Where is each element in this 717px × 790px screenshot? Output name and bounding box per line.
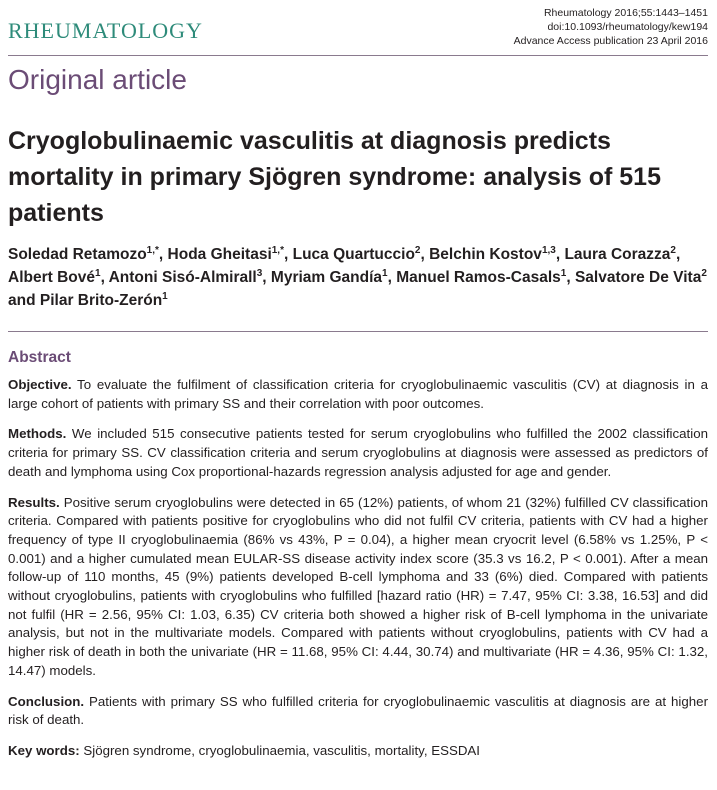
keywords-paragraph xyxy=(8,742,708,761)
author-name: Albert Bové xyxy=(8,269,95,286)
author-affiliation: 1,3 xyxy=(541,244,556,256)
citation-line: Rheumatology 2016;55:1443–1451 xyxy=(543,7,708,19)
objective-text: To evaluate the fulfilment of classification criteria for cryoglobulinaemic vasculitis (CV) at diagnosis in a large cohort of patients with primary SS and their correlation with poor outcomes. xyxy=(8,377,708,411)
results-paragraph xyxy=(8,494,708,681)
author-separator: , xyxy=(387,269,397,286)
author-name: Manuel Ramos-Casals xyxy=(396,269,561,286)
author-affiliation: 2 xyxy=(670,244,676,256)
abstract-body xyxy=(8,376,708,773)
keywords-label: Key words: xyxy=(8,742,80,758)
author-name: Laura Corazza xyxy=(564,246,671,263)
keywords-text: Sjögren syndrome, cryoglobulinaemia, vasculitis, mortality, ESSDAI xyxy=(79,742,480,758)
author-separator: , xyxy=(420,246,430,263)
author-affiliation: 1,* xyxy=(271,244,284,256)
author-name: Hoda Gheitasi xyxy=(167,246,272,263)
author-affiliation: 1 xyxy=(560,267,567,279)
author-affiliation: 2 xyxy=(414,244,421,256)
methods-paragraph xyxy=(8,425,708,481)
objective-label: Objective. xyxy=(8,377,72,392)
author-separator: and xyxy=(8,292,40,309)
author-name: Soledad Retamozo xyxy=(8,246,147,263)
methods-label: Methods. xyxy=(8,426,67,442)
author-affiliation: 1 xyxy=(162,290,168,302)
conclusion-paragraph xyxy=(8,693,708,730)
objective-paragraph xyxy=(8,376,708,413)
article-title: Cryoglobulinaemic vasculitis at diagnosis predicts mortality in primary Sjögren syndrome: analysis of 515 patients xyxy=(8,127,661,227)
author-name: Salvatore De Vita xyxy=(574,269,702,286)
author-separator: , xyxy=(283,246,293,263)
results-text: Positive serum cryoglobulins were detected in 65 (12%) patients, of whom 21 (32%) fulfilled CV classification criteria. Compared with patients positive for cryoglobulins who did not fulfil CV criteria, patients with CV had a higher frequency of type II cryoglobulinaemia (86% vs 43%, P = 0.04), a higher mean cryocrit level (6.58% vs 1.25%, P < 0.001) and a higher cumulated mean EULAR-SS disease activity index score (35.3 vs 16.2, P < 0.001). After a mean follow-up of 110 months, 45 (9%) patients developed B-cell lymphoma and 33 (6%) died. Compared with patients without cryoglobulins, patients with cryoglobulins who fulfilled [hazard ratio (HR) = 7.47, 95% CI: 3.38, 16.53] and did not fulfil (HR = 2.56, 95% CI: 1.03, 6.35) CV criteria both showed a higher risk of B-cell lymphoma in the univariate analysis, but not in the multivariate models. Compared with patients without cryoglobulins, patients with CV had a higher risk of death in both the univariate (HR = 11.68, 95% CI: 4.44, 30.74) and multivariate (HR = 4.36, 95% CI: 1.32, 14.47) models. xyxy=(8,494,708,678)
author-separator: , xyxy=(555,246,565,263)
author-separator: , xyxy=(675,246,681,263)
author-separator: , xyxy=(100,269,109,286)
doi-line: doi:10.1093/rheumatology/kew194 xyxy=(547,21,708,33)
author-name: Myriam Gandía xyxy=(270,269,383,286)
author-list xyxy=(8,243,708,312)
author-name: Belchin Kostov xyxy=(429,246,542,263)
author-separator: , xyxy=(566,269,575,286)
header-divider xyxy=(8,55,708,56)
journal-name: RHEUMATOLOGY xyxy=(8,18,203,43)
author-name: Antoni Sisó-Almirall xyxy=(108,269,257,286)
section-divider xyxy=(8,331,708,332)
citation-block xyxy=(514,6,708,48)
conclusion-label: Conclusion. xyxy=(8,693,85,709)
author-affiliation: 1,* xyxy=(146,244,159,256)
author-separator: , xyxy=(262,269,271,286)
author-separator: , xyxy=(158,246,168,263)
abstract-heading: Abstract xyxy=(8,349,71,366)
author-affiliation: 1 xyxy=(95,267,101,279)
author-affiliation: 2 xyxy=(701,267,707,279)
conclusion-text: Patients with primary SS who fulfilled criteria for cryoglobulinaemic vasculitis at diagnosis are at higher risk of death. xyxy=(8,693,708,728)
author-affiliation: 1 xyxy=(382,267,388,279)
methods-text: We included 515 consecutive patients tested for serum cryoglobulins who fulfilled the 2002 classification criteria for primary SS. CV classification criteria and serum cryoglobulins at diagnosis were assessed as predictors of death and lymphoma using Cox proportional-hazards regression analysis adjusted for age and gender. xyxy=(8,426,708,479)
results-label: Results. xyxy=(8,494,60,510)
author-name: Pilar Brito-Zerón xyxy=(39,292,163,309)
publication-date-line: Advance Access publication 23 April 2016 xyxy=(513,35,708,47)
author-name: Luca Quartuccio xyxy=(292,246,415,263)
author-affiliation: 3 xyxy=(256,267,263,279)
article-type: Original article xyxy=(8,64,187,95)
